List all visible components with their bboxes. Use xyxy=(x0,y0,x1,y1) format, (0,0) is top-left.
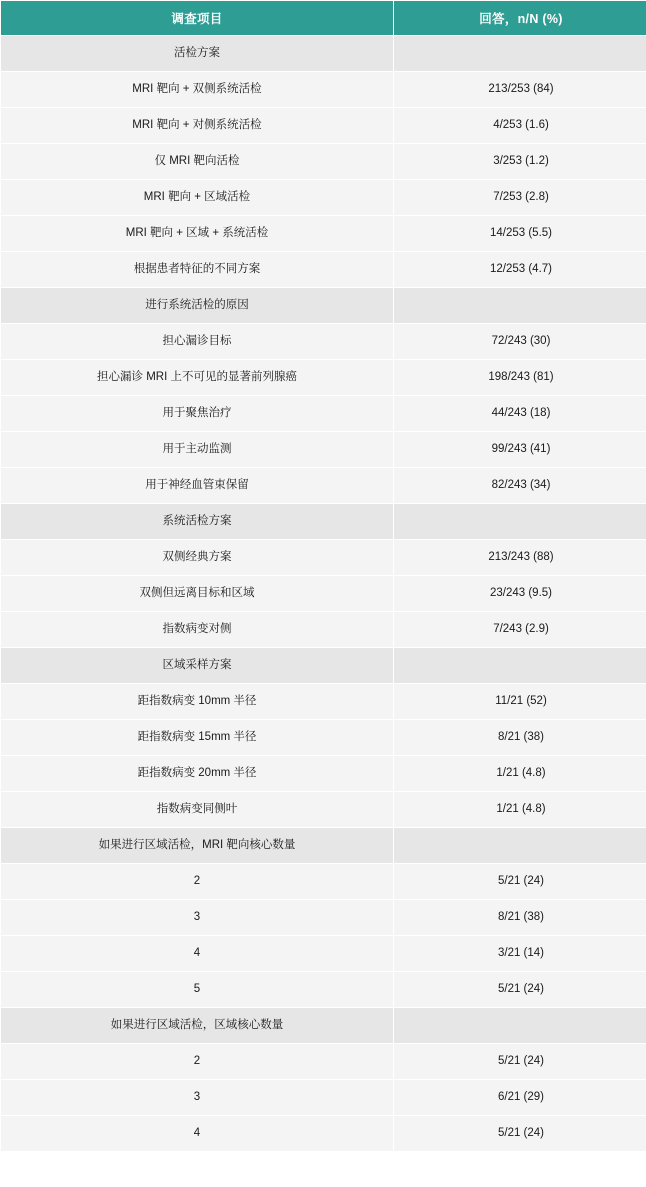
row-item-label: 用于主动监测 xyxy=(1,432,394,468)
table-row xyxy=(1,1044,646,1080)
section-label: 区域采样方案 xyxy=(1,648,394,684)
section-label: 活检方案 xyxy=(1,36,394,72)
column-header-response: 回答，n/N (%) xyxy=(394,1,646,36)
row-item-label: 担心漏诊 MRI 上不可见的显著前列腺癌 xyxy=(1,360,394,396)
row-item-label: 2 xyxy=(1,864,394,900)
row-response-value: 72/243 (30) xyxy=(394,324,646,360)
row-item-label: 距指数病变 10mm 半径 xyxy=(1,684,394,720)
table-row xyxy=(1,252,646,288)
row-item-label: MRI 靶向 + 区域 + 系统活检 xyxy=(1,216,394,252)
section-label: 如果进行区域活检，区域核心数量 xyxy=(1,1008,394,1044)
table-row xyxy=(1,756,646,792)
table-row xyxy=(1,576,646,612)
row-response-value: 23/243 (9.5) xyxy=(394,576,646,612)
row-item-label: 距指数病变 20mm 半径 xyxy=(1,756,394,792)
table-row xyxy=(1,936,646,972)
table-row xyxy=(1,108,646,144)
table-row xyxy=(1,792,646,828)
table-section-row xyxy=(1,648,646,684)
row-response-value: 6/21 (29) xyxy=(394,1080,646,1116)
row-item-label: 3 xyxy=(1,1080,394,1116)
row-item-label: 双侧经典方案 xyxy=(1,540,394,576)
row-response-value xyxy=(394,288,646,324)
row-response-value: 5/21 (24) xyxy=(394,1044,646,1080)
column-header-item: 调查项目 xyxy=(1,1,394,36)
row-item-label: 双侧但远离目标和区域 xyxy=(1,576,394,612)
row-item-label: 5 xyxy=(1,972,394,1008)
row-item-label: MRI 靶向 + 双侧系统活检 xyxy=(1,72,394,108)
row-response-value xyxy=(394,648,646,684)
table-header-row xyxy=(1,1,646,36)
row-response-value: 213/253 (84) xyxy=(394,72,646,108)
table-row xyxy=(1,216,646,252)
row-item-label: 指数病变同侧叶 xyxy=(1,792,394,828)
table-row xyxy=(1,360,646,396)
table-row xyxy=(1,72,646,108)
table-section-row xyxy=(1,288,646,324)
section-label: 如果进行区域活检，MRI 靶向核心数量 xyxy=(1,828,394,864)
table-section-row xyxy=(1,828,646,864)
row-response-value: 4/253 (1.6) xyxy=(394,108,646,144)
row-response-value: 5/21 (24) xyxy=(394,864,646,900)
row-item-label: 4 xyxy=(1,936,394,972)
table-section-row xyxy=(1,36,646,72)
row-response-value: 8/21 (38) xyxy=(394,720,646,756)
table-row xyxy=(1,612,646,648)
row-response-value: 8/21 (38) xyxy=(394,900,646,936)
row-response-value xyxy=(394,1008,646,1044)
table-row xyxy=(1,324,646,360)
table-header xyxy=(1,1,646,36)
row-response-value: 44/243 (18) xyxy=(394,396,646,432)
row-response-value xyxy=(394,828,646,864)
section-label: 系统活检方案 xyxy=(1,504,394,540)
row-response-value: 11/21 (52) xyxy=(394,684,646,720)
row-response-value xyxy=(394,504,646,540)
row-response-value: 99/243 (41) xyxy=(394,432,646,468)
row-item-label: 2 xyxy=(1,1044,394,1080)
row-item-label: 指数病变对侧 xyxy=(1,612,394,648)
table-section-row xyxy=(1,1008,646,1044)
section-label: 进行系统活检的原因 xyxy=(1,288,394,324)
table-row xyxy=(1,900,646,936)
table-row xyxy=(1,468,646,504)
row-response-value: 3/253 (1.2) xyxy=(394,144,646,180)
row-response-value: 82/243 (34) xyxy=(394,468,646,504)
table-row xyxy=(1,1080,646,1116)
row-response-value: 1/21 (4.8) xyxy=(394,792,646,828)
row-item-label: 仅 MRI 靶向活检 xyxy=(1,144,394,180)
row-item-label: 3 xyxy=(1,900,394,936)
row-response-value: 198/243 (81) xyxy=(394,360,646,396)
table-body xyxy=(1,36,646,1152)
row-response-value: 5/21 (24) xyxy=(394,1116,646,1152)
row-item-label: 根据患者特征的不同方案 xyxy=(1,252,394,288)
table-row xyxy=(1,396,646,432)
row-item-label: MRI 靶向 + 对侧系统活检 xyxy=(1,108,394,144)
table-section-row xyxy=(1,504,646,540)
row-response-value: 213/243 (88) xyxy=(394,540,646,576)
table-row xyxy=(1,1116,646,1152)
row-response-value: 3/21 (14) xyxy=(394,936,646,972)
row-response-value: 12/253 (4.7) xyxy=(394,252,646,288)
table-row xyxy=(1,432,646,468)
row-item-label: 距指数病变 15mm 半径 xyxy=(1,720,394,756)
row-item-label: 担心漏诊目标 xyxy=(1,324,394,360)
table-row xyxy=(1,720,646,756)
table-row xyxy=(1,540,646,576)
row-response-value: 7/243 (2.9) xyxy=(394,612,646,648)
row-response-value: 1/21 (4.8) xyxy=(394,756,646,792)
row-item-label: MRI 靶向 + 区域活检 xyxy=(1,180,394,216)
row-response-value: 7/253 (2.8) xyxy=(394,180,646,216)
table-row xyxy=(1,684,646,720)
row-response-value: 5/21 (24) xyxy=(394,972,646,1008)
row-response-value: 14/253 (5.5) xyxy=(394,216,646,252)
row-response-value xyxy=(394,36,646,72)
table-row xyxy=(1,864,646,900)
row-item-label: 4 xyxy=(1,1116,394,1152)
table-row xyxy=(1,180,646,216)
table-row xyxy=(1,972,646,1008)
row-item-label: 用于神经血管束保留 xyxy=(1,468,394,504)
row-item-label: 用于聚焦治疗 xyxy=(1,396,394,432)
table-row xyxy=(1,144,646,180)
